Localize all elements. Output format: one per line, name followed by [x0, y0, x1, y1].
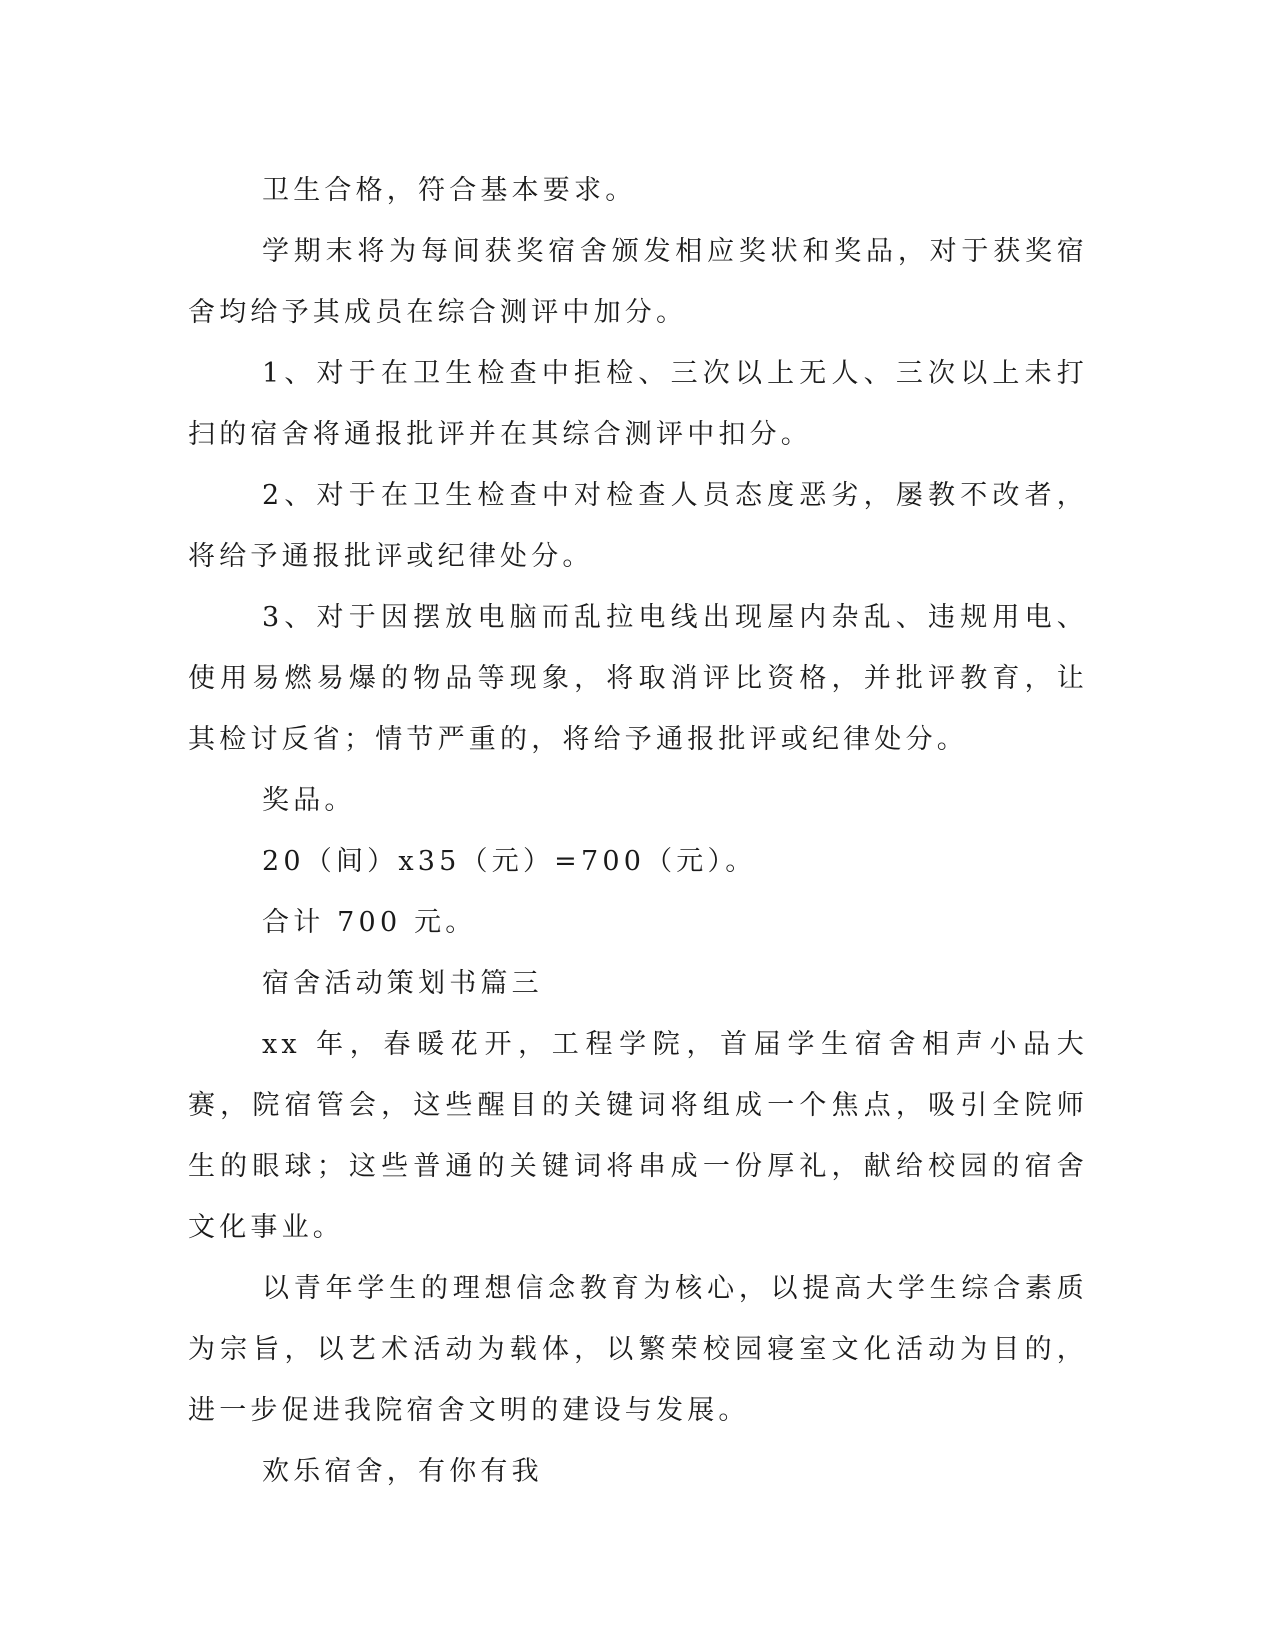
paragraph-rule-2: 2、对于在卫生检查中对检查人员态度恶劣，屡教不改者，将给予通报批评或纪律处分。 — [188, 480, 1088, 572]
paragraph-intro: xx 年，春暖花开，工程学院，首届学生宿舍相声小品大赛，院宿管会，这些醒目的关键词将组成一个焦点，吸引全院师生的眼球；这些普通的关键词将串成一份厚礼，献给校园的宿舍文化事业。 — [188, 1029, 1088, 1243]
paragraph-rule-1: 1、对于在卫生检查中拒检、三次以上无人、三次以上未打扫的宿舍将通报批评并在其综合测评中扣分。 — [188, 358, 1088, 450]
paragraph-prizes: 奖品。 — [262, 785, 356, 816]
paragraph-theme: 欢乐宿舍，有你有我 — [262, 1456, 543, 1487]
paragraph-total: 合计 700 元。 — [262, 907, 477, 938]
paragraph-awards: 学期末将为每间获奖宿舍颁发相应奖状和奖品，对于获奖宿舍均给予其成员在综合测评中加分。 — [188, 236, 1088, 328]
paragraph-rule-3: 3、对于因摆放电脑而乱拉电线出现屋内杂乱、违规用电、使用易燃易爆的物品等现象，将取消评比资格，并批评教育，让其检讨反省；情节严重的，将给予通报批评或纪律处分。 — [188, 602, 1088, 755]
paragraph-prize-calculation: 20（间）x35（元）=700（元）。 — [262, 846, 757, 877]
paragraph-hygiene-qualified: 卫生合格，符合基本要求。 — [262, 175, 637, 206]
section-heading: 宿舍活动策划书篇三 — [262, 968, 543, 999]
paragraph-purpose: 以青年学生的理想信念教育为核心，以提高大学生综合素质为宗旨，以艺术活动为载体，以繁荣校园寝室文化活动为目的，进一步促进我院宿舍文明的建设与发展。 — [188, 1273, 1088, 1426]
document-body — [188, 160, 1088, 1502]
